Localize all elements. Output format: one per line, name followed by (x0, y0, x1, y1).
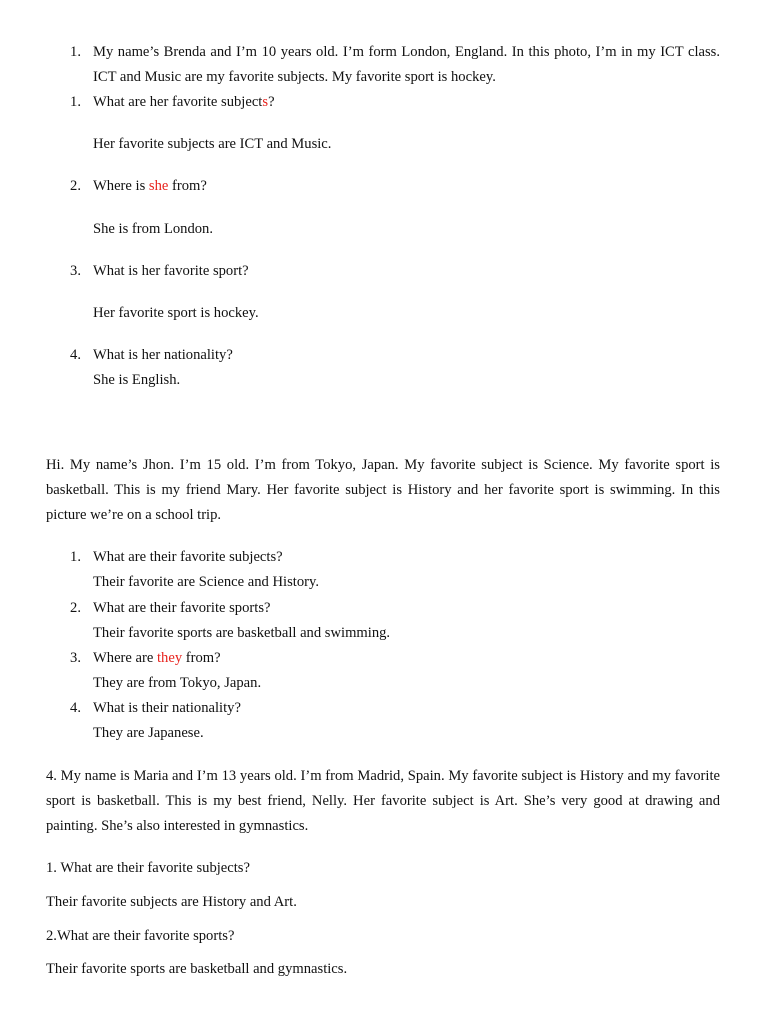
question-number: 4. (70, 347, 81, 363)
answer-2: She is from London. (93, 221, 213, 237)
question-1: What are their favorite subjects? (93, 549, 283, 565)
answer-3: They are from Tokyo, Japan. (93, 675, 262, 691)
answer-2: Their favorite sports are basketball and gymnastics. (46, 961, 348, 977)
highlighted-correction: they (157, 650, 183, 666)
highlighted-correction: s (262, 94, 269, 110)
question-1 (93, 92, 275, 112)
brenda-passage: My name’s Brenda and I’m 10 years old. I’m form London, England. In this photo, I’m in my ICT class. ICT and Music are my favorite subjects. My favorite sport is hockey. (93, 44, 720, 86)
question-text: Where are (93, 650, 157, 666)
question-3 (93, 648, 221, 668)
answer-1: Their favorite are Science and History. (93, 574, 319, 590)
question-text-end: ? (268, 94, 275, 110)
question-text: What are her favorite subject (93, 94, 263, 110)
question-number: 2. (70, 178, 81, 194)
question-2: What are their favorite sports? (93, 600, 271, 616)
question-4: What is their nationality? (93, 700, 241, 716)
question-2: 2.What are their favorite sports? (46, 928, 235, 944)
answer-4: They are Japanese. (93, 725, 204, 741)
question-number: 3. (70, 263, 81, 279)
intro-number: 1. (70, 44, 81, 60)
answer-3: Her favorite sport is hockey. (93, 305, 259, 321)
question-3: What is her favorite sport? (93, 263, 249, 279)
question-number: 1. (70, 549, 81, 565)
highlighted-correction: she (148, 178, 169, 194)
answer-4: She is English. (93, 372, 181, 388)
question-number: 2. (70, 600, 81, 616)
question-text-end: from? (168, 178, 207, 194)
answer-1: Her favorite subjects are ICT and Music. (93, 136, 332, 152)
question-number: 1. (70, 94, 81, 110)
question-text-end: from? (182, 650, 221, 666)
maria-passage: 4. My name is Maria and I’m 13 years old. I’m from Madrid, Spain. My favorite subject is History and my favorite sport is basketball. This is my best friend, Nelly. Her favorite subject is Art. She’s very good at drawing and painting. She’s also interested in gymnastics. (46, 768, 720, 835)
question-number: 3. (70, 650, 81, 666)
jhon-passage: Hi. My name’s Jhon. I’m 15 old. I’m from Tokyo, Japan. My favorite subject is Science. My favorite sport is basketball. This is my friend Mary. Her favorite subject is History and her favorite sport is swimming. In this picture we’re on a school trip. (46, 457, 720, 524)
question-2 (93, 176, 207, 196)
question-1: 1. What are their favorite subjects? (46, 860, 250, 876)
question-4: What is her nationality? (93, 347, 233, 363)
answer-2: Their favorite sports are basketball and swimming. (93, 625, 391, 641)
question-number: 4. (70, 700, 81, 716)
question-text: Where is (93, 178, 149, 194)
answer-1: Their favorite subjects are History and Art. (46, 894, 297, 910)
